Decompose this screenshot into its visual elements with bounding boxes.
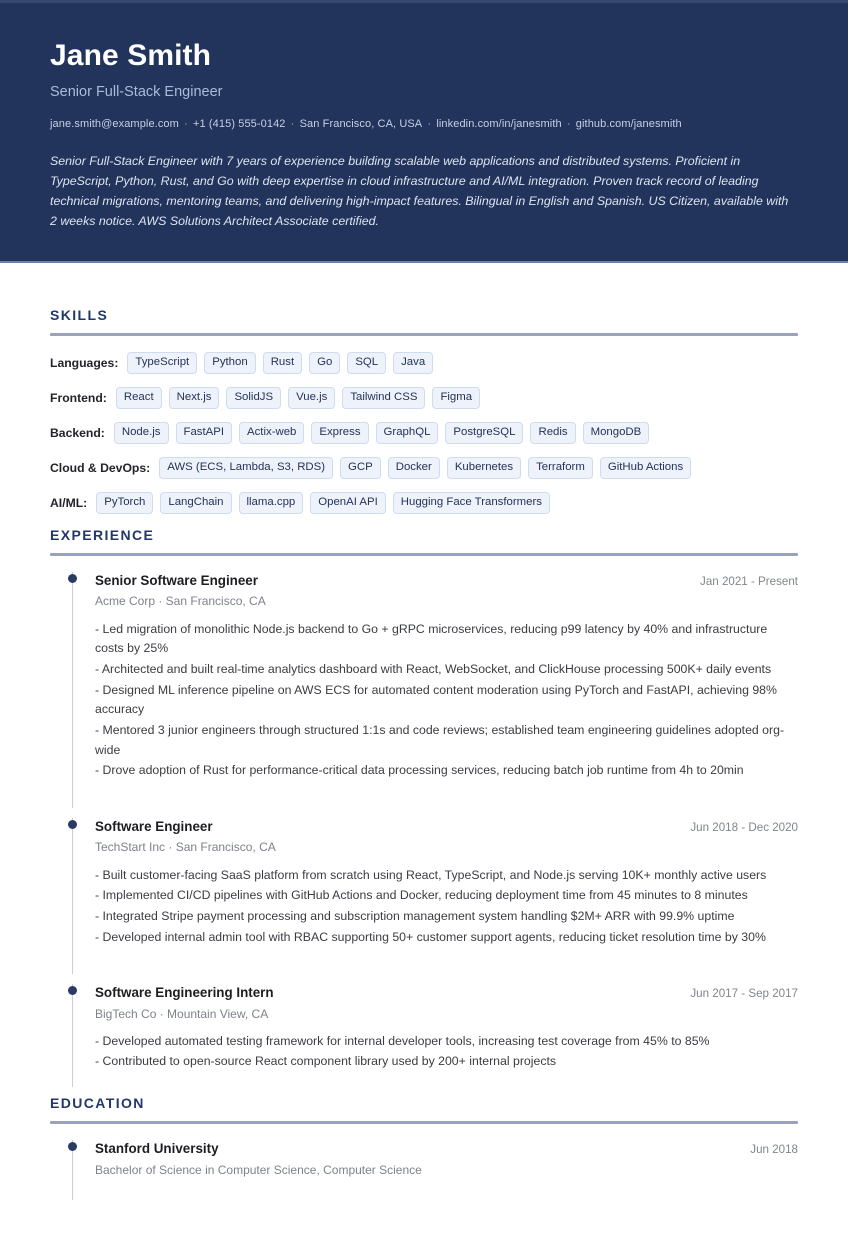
skill-chip: TypeScript xyxy=(127,352,197,374)
contact-item[interactable]: San Francisco, CA, USA xyxy=(299,118,423,131)
skill-chip: SQL xyxy=(347,352,386,374)
skill-category-label: Cloud & DevOps: xyxy=(50,460,151,475)
resume-header xyxy=(0,0,848,263)
contact-separator: · xyxy=(287,118,298,131)
candidate-name: Jane Smith xyxy=(50,39,212,72)
skill-chip: SolidJS xyxy=(226,387,281,409)
education-section-title: EDUCATION xyxy=(50,1095,145,1112)
entry-header xyxy=(95,984,798,1001)
skill-row xyxy=(50,422,798,444)
entry-bullet-list xyxy=(95,620,798,781)
experience-timeline xyxy=(50,572,798,1087)
entry-date-range: Jun 2018 - Dec 2020 xyxy=(690,820,798,834)
skill-chip: React xyxy=(116,387,162,409)
contact-item[interactable]: +1 (415) 555-0142 xyxy=(193,118,286,131)
contact-separator: · xyxy=(180,118,191,131)
skill-row xyxy=(50,457,798,479)
skill-chip: MongoDB xyxy=(583,422,650,444)
timeline-dot-icon xyxy=(68,986,77,995)
section-divider xyxy=(50,333,798,336)
entry-organization: Acme Corp · San Francisco, CA xyxy=(95,594,266,609)
skill-chip: Kubernetes xyxy=(447,457,521,479)
entry-header xyxy=(95,818,798,835)
skill-chip: Go xyxy=(309,352,340,374)
entry-organization: TechStart Inc · San Francisco, CA xyxy=(95,840,276,855)
skill-chip: Python xyxy=(204,352,255,374)
skills-section xyxy=(50,307,798,514)
entry-bullet-list xyxy=(95,866,798,948)
resume-body xyxy=(0,263,848,1238)
skill-chip: GitHub Actions xyxy=(600,457,691,479)
education-section xyxy=(50,1095,798,1200)
skill-chip: GCP xyxy=(340,457,381,479)
skill-row xyxy=(50,387,798,409)
skill-chip: Actix-web xyxy=(239,422,304,444)
skill-chip: OpenAI API xyxy=(310,492,386,514)
section-divider xyxy=(50,1121,798,1124)
timeline-entry xyxy=(72,572,798,808)
entry-header xyxy=(95,1140,798,1157)
entry-role-title: Software Engineer xyxy=(95,818,213,834)
entry-bullet: - Led migration of monolithic Node.js backend to Go + gRPC microservices, reducing p99 latency by 40% and infrastructure costs by 25% xyxy=(95,621,768,656)
skill-chip: PyTorch xyxy=(96,492,153,514)
skills-rows-container xyxy=(50,352,798,514)
entry-bullet: - Mentored 3 junior engineers through structured 1:1s and code reviews; established team engineering guidelines adopted org-wide xyxy=(95,722,785,757)
contact-item[interactable]: github.com/janesmith xyxy=(575,118,682,131)
entry-organization: BigTech Co · Mountain View, CA xyxy=(95,1006,269,1021)
skill-category-label: Backend: xyxy=(50,426,105,441)
skill-chip: GraphQL xyxy=(376,422,439,444)
skill-chip: Java xyxy=(393,352,433,374)
skill-chip: Vue.js xyxy=(288,387,335,409)
skill-chip: Figma xyxy=(432,387,480,409)
entry-role-title: Senior Software Engineer xyxy=(95,572,258,588)
section-divider xyxy=(50,553,798,556)
timeline-dot-icon xyxy=(68,574,77,583)
skill-chip: Node.js xyxy=(114,422,169,444)
timeline-dot-icon xyxy=(68,1142,77,1151)
skill-category-label: AI/ML: xyxy=(50,495,88,510)
skill-chip: AWS (ECS, Lambda, S3, RDS) xyxy=(159,457,333,479)
timeline-entry xyxy=(72,984,798,1087)
entry-organization: Bachelor of Science in Computer Science, Computer Science xyxy=(95,1162,422,1177)
skill-category-label: Languages: xyxy=(50,356,119,371)
entry-bullet: - Developed internal admin tool with RBAC supporting 50+ customer support agents, reducing ticket resolution time by 30% xyxy=(95,929,766,944)
experience-section xyxy=(50,527,798,1087)
entry-bullet: - Integrated Stripe payment processing and subscription management system handling $2M+ ARR with 99.9% uptime xyxy=(95,908,735,923)
candidate-job-title: Senior Full-Stack Engineer xyxy=(50,84,223,100)
education-timeline xyxy=(50,1140,798,1200)
skill-chip: Tailwind CSS xyxy=(342,387,425,409)
skill-chip: FastAPI xyxy=(176,422,233,444)
entry-bullet: - Contributed to open-source React component library used by 200+ internal projects xyxy=(95,1054,557,1069)
entry-bullet: - Drove adoption of Rust for performance-critical data processing services, reducing batch job runtime from 4h to 20min xyxy=(95,763,744,778)
skill-row xyxy=(50,492,798,514)
experience-section-title: EXPERIENCE xyxy=(50,526,155,543)
entry-bullet: - Implemented CI/CD pipelines with GitHub Actions and Docker, reducing deployment time from 45 minutes to 8 minutes xyxy=(95,888,748,903)
skill-category-label: Frontend: xyxy=(50,391,107,406)
entry-bullet-list xyxy=(95,1032,798,1072)
professional-summary: Senior Full-Stack Engineer with 7 years of experience building scalable web applications and distributed systems. Proficient in TypeScript, Python, Rust, and Go with deep expertise in cloud infrastructure and AI/ML integration. Proven track record of leading technical migrations, mentoring teams, and delivering high-impact features. Bilingual in English and Spanish. US Citizen, available with 2 weeks notice. AWS Solutions Architect Associate certified. xyxy=(50,153,789,229)
skill-chip: Redis xyxy=(530,422,575,444)
contact-item[interactable]: jane.smith@example.com xyxy=(50,118,179,131)
contact-item[interactable]: linkedin.com/in/janesmith xyxy=(436,118,562,131)
skill-row xyxy=(50,352,798,374)
skill-chip: Hugging Face Transformers xyxy=(393,492,550,514)
skill-chip: Express xyxy=(311,422,368,444)
skills-section-title: SKILLS xyxy=(50,307,109,324)
skill-chip: Next.js xyxy=(169,387,220,409)
entry-date-range: Jun 2018 xyxy=(750,1143,798,1157)
entry-role-title: Stanford University xyxy=(95,1141,219,1157)
entry-date-range: Jan 2021 - Present xyxy=(700,574,798,588)
timeline-dot-icon xyxy=(68,820,77,829)
entry-role-title: Software Engineering Intern xyxy=(95,985,274,1001)
skill-chip: Terraform xyxy=(528,457,593,479)
entry-bullet: - Built customer-facing SaaS platform from scratch using React, TypeScript, and Node.js serving 10K+ monthly active users xyxy=(95,867,767,882)
entry-bullet: - Designed ML inference pipeline on AWS ECS for automated content moderation using PyTorch and FastAPI, achieving 98% accuracy xyxy=(95,682,777,717)
entry-date-range: Jun 2017 - Sep 2017 xyxy=(690,987,798,1001)
entry-bullet: - Developed automated testing framework for internal developer tools, increasing test coverage from 45% to 85% xyxy=(95,1033,710,1048)
skill-chip: Docker xyxy=(388,457,440,479)
timeline-entry xyxy=(72,818,798,974)
skill-chip: LangChain xyxy=(160,492,231,514)
contact-separator: · xyxy=(563,118,574,131)
skill-chip: llama.cpp xyxy=(239,492,304,514)
timeline-entry xyxy=(72,1140,798,1200)
contact-separator: · xyxy=(424,118,435,131)
skill-chip: Rust xyxy=(263,352,302,374)
skill-chip: PostgreSQL xyxy=(445,422,523,444)
contact-line xyxy=(50,117,798,132)
entry-bullet: - Architected and built real-time analytics dashboard with React, WebSocket, and ClickHouse processing 500K+ daily events xyxy=(95,661,772,676)
entry-header xyxy=(95,572,798,589)
